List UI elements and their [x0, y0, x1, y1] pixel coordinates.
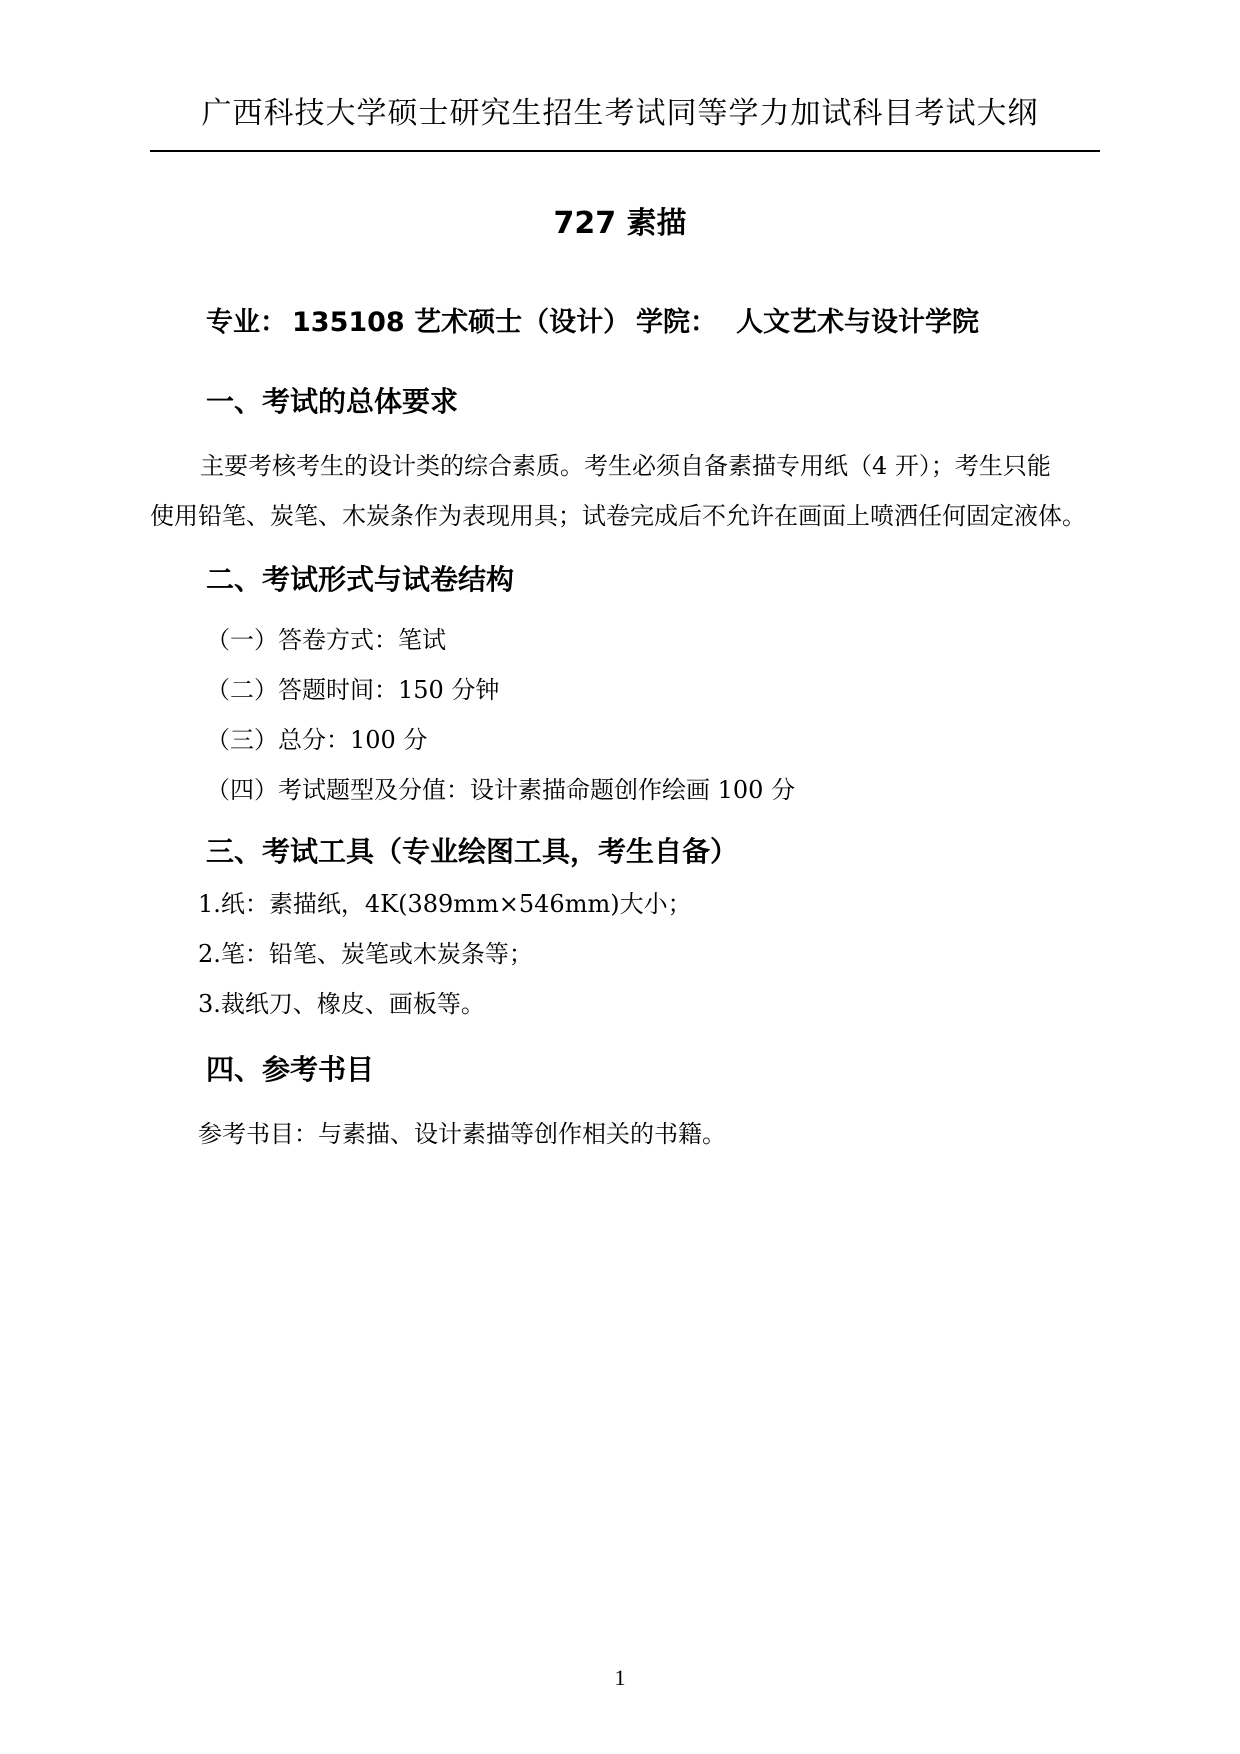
section-heading-exam-tools: 三、考试工具（专业绘图工具，考生自备） — [206, 835, 739, 868]
paragraph-line: 参考书目：与素描、设计素描等创作相关的书籍。 — [198, 1120, 726, 1148]
major-label: 专业： — [206, 307, 287, 338]
major-value: 135108 艺术硕士（设计） — [292, 307, 631, 338]
paragraph-line: 主要考核考生的设计类的综合素质。考生必须自备素描专用纸（4 开）；考生只能 — [200, 452, 1051, 480]
college-value: 人文艺术与设计学院 — [736, 307, 979, 338]
list-item: 3.裁纸刀、橡皮、画板等。 — [198, 990, 485, 1018]
list-item: （四）考试题型及分值：设计素描命题创作绘画 100 分 — [206, 776, 796, 804]
paragraph-line: 使用铅笔、炭笔、木炭条作为表现用具；试卷完成后不允许在画面上喷洒任何固定液体。 — [150, 502, 1086, 530]
page-header-title: 广西科技大学硕士研究生招生考试同等学力加试科目考试大纲 — [201, 96, 1039, 131]
document-title: 727 素描 — [553, 206, 687, 241]
header-divider — [150, 150, 1100, 152]
college-label: 学院： — [636, 307, 717, 338]
page-number: 1 — [614, 1665, 626, 1690]
section-heading-exam-format: 二、考试形式与试卷结构 — [206, 563, 515, 596]
list-item: （一）答卷方式：笔试 — [206, 626, 446, 654]
list-item: （三）总分：100 分 — [206, 726, 428, 754]
section-heading-references: 四、参考书目 — [206, 1053, 375, 1086]
list-item: （二）答题时间：150 分钟 — [206, 676, 500, 704]
list-item: 2.笔：铅笔、炭笔或木炭条等； — [198, 940, 533, 968]
list-item: 1.纸：素描纸，4K(389mm×546mm)大小； — [198, 890, 692, 918]
section-heading-general-requirements: 一、考试的总体要求 — [206, 385, 459, 418]
